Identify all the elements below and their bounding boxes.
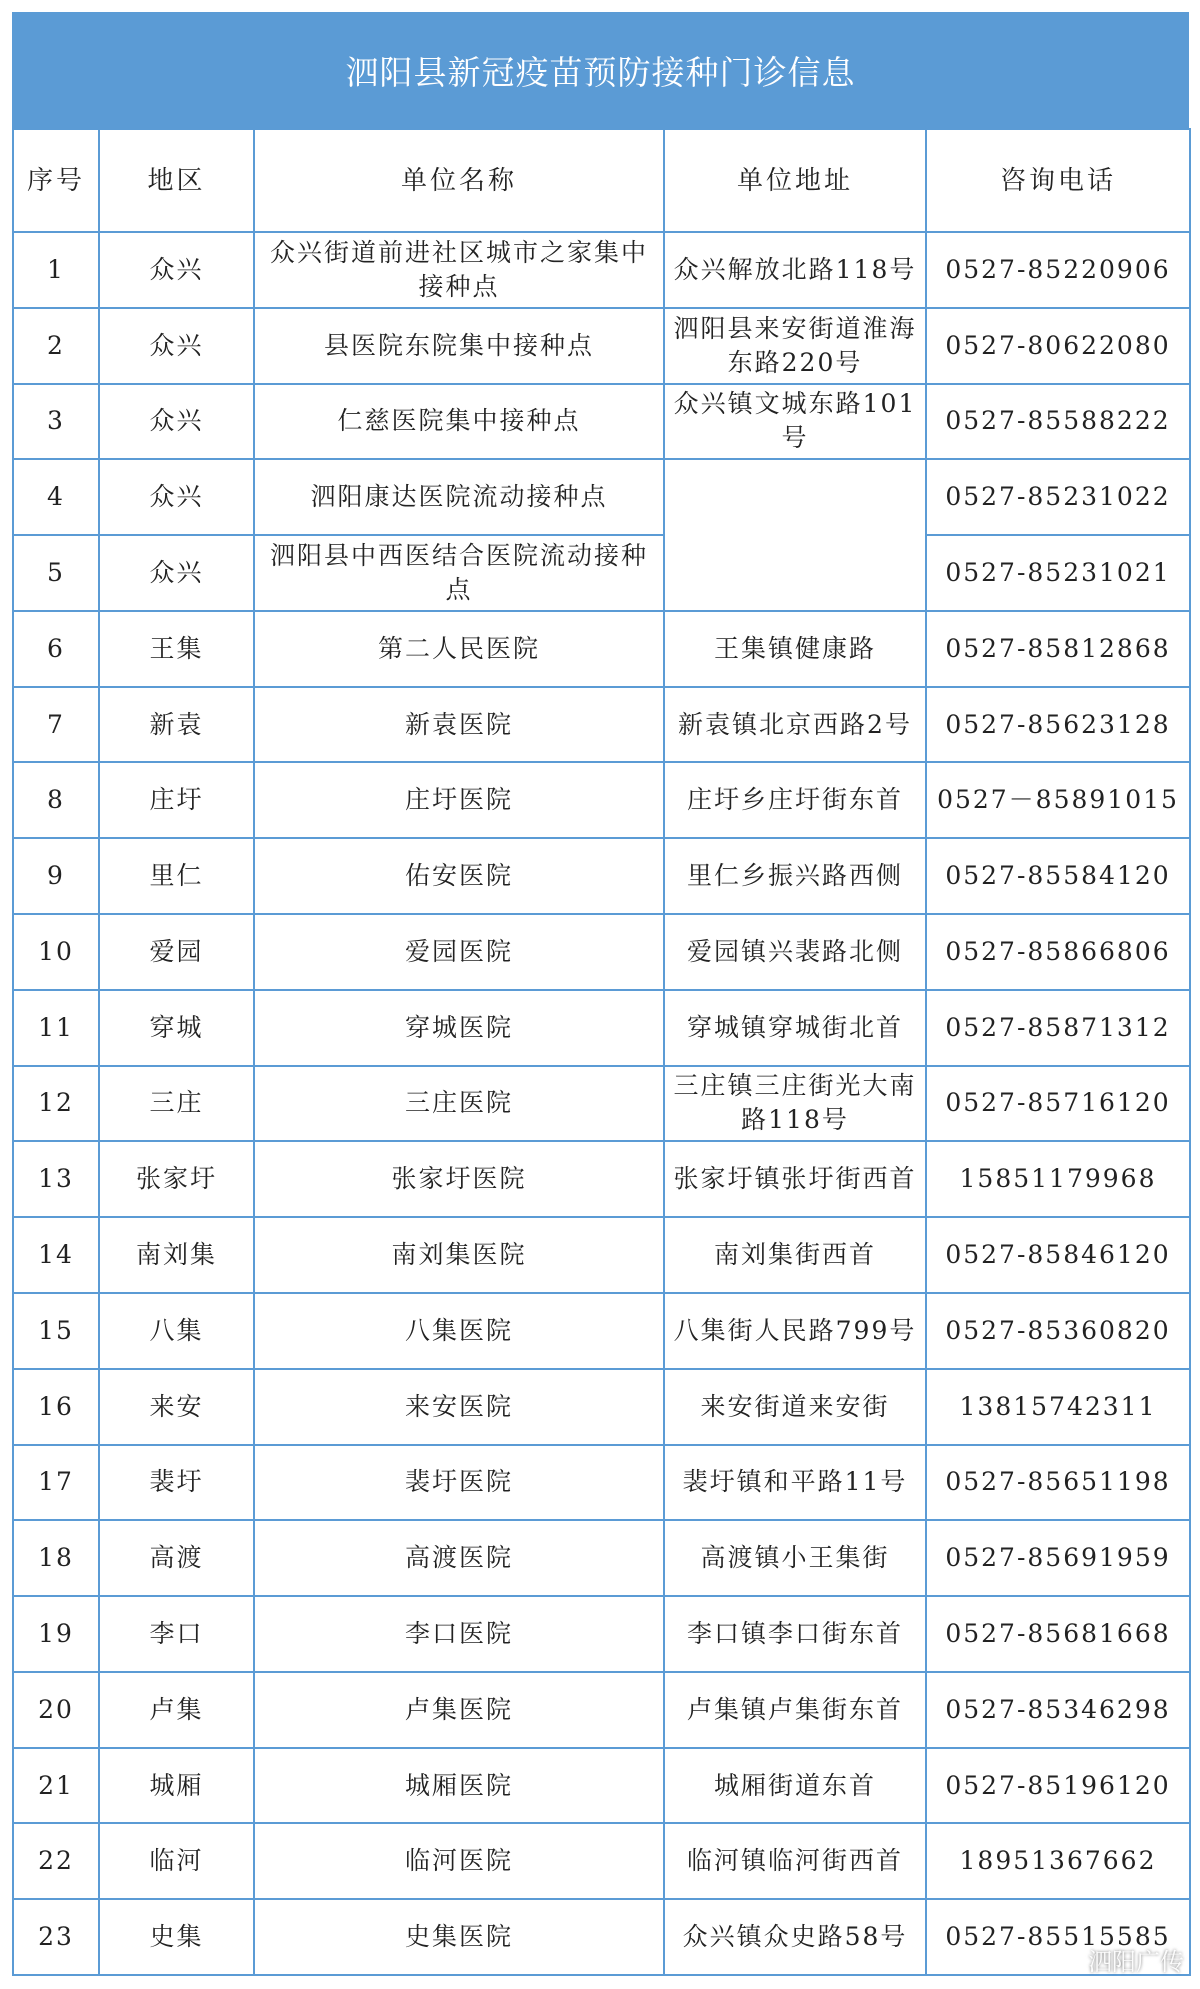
cell-phone: 0527-85196120 bbox=[926, 1748, 1190, 1824]
table-row bbox=[13, 687, 1190, 763]
cell-unit-name: 城厢医院 bbox=[254, 1748, 664, 1824]
header-phone: 咨询电话 bbox=[926, 129, 1190, 232]
cell-phone: 0527-85871312 bbox=[926, 990, 1190, 1066]
cell-unit-address: 庄圩乡庄圩街东首 bbox=[664, 762, 926, 838]
cell-unit-name: 仁慈医院集中接种点 bbox=[254, 384, 664, 460]
cell-unit-name: 县医院东院集中接种点 bbox=[254, 308, 664, 384]
cell-no: 16 bbox=[13, 1369, 99, 1445]
cell-region: 高渡 bbox=[99, 1520, 254, 1596]
cell-unit-address: 张家圩镇张圩街西首 bbox=[664, 1141, 926, 1217]
cell-phone: 0527-85623128 bbox=[926, 687, 1190, 763]
cell-region: 城厢 bbox=[99, 1748, 254, 1824]
table-row bbox=[13, 1823, 1190, 1899]
table-row bbox=[13, 1672, 1190, 1748]
table-row bbox=[13, 1899, 1190, 1975]
table-row bbox=[13, 459, 1190, 535]
cell-no: 12 bbox=[13, 1066, 99, 1142]
cell-no: 5 bbox=[13, 535, 99, 611]
cell-unit-name: 爱园医院 bbox=[254, 914, 664, 990]
clinic-table bbox=[12, 128, 1191, 1976]
cell-no: 2 bbox=[13, 308, 99, 384]
cell-unit-name: 第二人民医院 bbox=[254, 611, 664, 687]
cell-no: 9 bbox=[13, 838, 99, 914]
cell-region: 众兴 bbox=[99, 232, 254, 308]
table-row bbox=[13, 535, 1190, 611]
cell-unit-name: 佑安医院 bbox=[254, 838, 664, 914]
cell-phone: 15851179968 bbox=[926, 1141, 1190, 1217]
cell-phone: 0527-85846120 bbox=[926, 1217, 1190, 1293]
cell-phone: 0527-85515585 bbox=[926, 1899, 1190, 1975]
header-region: 地区 bbox=[99, 129, 254, 232]
cell-no: 3 bbox=[13, 384, 99, 460]
cell-unit-name: 众兴街道前进社区城市之家集中接种点 bbox=[254, 232, 664, 308]
cell-unit-name: 高渡医院 bbox=[254, 1520, 664, 1596]
cell-phone: 0527-85360820 bbox=[926, 1293, 1190, 1369]
cell-unit-address: 爱园镇兴裴路北侧 bbox=[664, 914, 926, 990]
cell-region: 众兴 bbox=[99, 308, 254, 384]
header-unit-name: 单位名称 bbox=[254, 129, 664, 232]
cell-no: 18 bbox=[13, 1520, 99, 1596]
cell-phone: 0527-85866806 bbox=[926, 914, 1190, 990]
cell-region: 史集 bbox=[99, 1899, 254, 1975]
table-row bbox=[13, 1596, 1190, 1672]
cell-unit-name: 裴圩医院 bbox=[254, 1445, 664, 1521]
cell-unit-name: 泗阳县中西医结合医院流动接种点 bbox=[254, 535, 664, 611]
cell-phone: 0527-85346298 bbox=[926, 1672, 1190, 1748]
cell-no: 6 bbox=[13, 611, 99, 687]
cell-phone: 0527-85691959 bbox=[926, 1520, 1190, 1596]
table-row bbox=[13, 1445, 1190, 1521]
cell-no: 14 bbox=[13, 1217, 99, 1293]
cell-unit-address: 裴圩镇和平路11号 bbox=[664, 1445, 926, 1521]
cell-unit-address bbox=[664, 459, 926, 611]
cell-unit-name: 卢集医院 bbox=[254, 1672, 664, 1748]
cell-unit-address: 来安街道来安街 bbox=[664, 1369, 926, 1445]
table-row bbox=[13, 1141, 1190, 1217]
table-title-bar bbox=[12, 12, 1189, 128]
cell-unit-address: 八集街人民路799号 bbox=[664, 1293, 926, 1369]
cell-unit-address: 三庄镇三庄街光大南路118号 bbox=[664, 1066, 926, 1142]
cell-unit-address: 李口镇李口街东首 bbox=[664, 1596, 926, 1672]
cell-region: 三庄 bbox=[99, 1066, 254, 1142]
cell-unit-address: 临河镇临河街西首 bbox=[664, 1823, 926, 1899]
table-row bbox=[13, 1369, 1190, 1445]
table-header-row bbox=[13, 129, 1190, 232]
cell-region: 南刘集 bbox=[99, 1217, 254, 1293]
cell-unit-name: 史集医院 bbox=[254, 1899, 664, 1975]
table-row bbox=[13, 1520, 1190, 1596]
table-row bbox=[13, 1293, 1190, 1369]
cell-phone: 0527-85651198 bbox=[926, 1445, 1190, 1521]
cell-no: 10 bbox=[13, 914, 99, 990]
cell-unit-name: 三庄医院 bbox=[254, 1066, 664, 1142]
cell-no: 22 bbox=[13, 1823, 99, 1899]
cell-region: 张家圩 bbox=[99, 1141, 254, 1217]
cell-unit-address: 南刘集街西首 bbox=[664, 1217, 926, 1293]
cell-unit-address: 泗阳县来安街道淮海东路220号 bbox=[664, 308, 926, 384]
cell-no: 20 bbox=[13, 1672, 99, 1748]
cell-unit-name: 临河医院 bbox=[254, 1823, 664, 1899]
table-row bbox=[13, 1066, 1190, 1142]
cell-region: 庄圩 bbox=[99, 762, 254, 838]
cell-region: 王集 bbox=[99, 611, 254, 687]
cell-unit-address: 众兴解放北路118号 bbox=[664, 232, 926, 308]
table-row bbox=[13, 838, 1190, 914]
cell-unit-name: 泗阳康达医院流动接种点 bbox=[254, 459, 664, 535]
cell-region: 穿城 bbox=[99, 990, 254, 1066]
cell-unit-name: 李口医院 bbox=[254, 1596, 664, 1672]
cell-unit-name: 穿城医院 bbox=[254, 990, 664, 1066]
cell-phone: 0527-85588222 bbox=[926, 384, 1190, 460]
table-row bbox=[13, 1748, 1190, 1824]
cell-region: 众兴 bbox=[99, 535, 254, 611]
cell-phone: 0527-85231021 bbox=[926, 535, 1190, 611]
cell-region: 众兴 bbox=[99, 384, 254, 460]
cell-phone: 18951367662 bbox=[926, 1823, 1190, 1899]
cell-unit-address: 城厢街道东首 bbox=[664, 1748, 926, 1824]
cell-unit-address: 众兴镇文城东路101号 bbox=[664, 384, 926, 460]
cell-region: 李口 bbox=[99, 1596, 254, 1672]
table-row bbox=[13, 990, 1190, 1066]
watermark bbox=[1050, 1942, 1184, 1977]
cell-unit-name: 来安医院 bbox=[254, 1369, 664, 1445]
watermark-text: 泗阳广传 bbox=[1088, 1948, 1184, 1976]
header-unit-address: 单位地址 bbox=[664, 129, 926, 232]
cell-no: 13 bbox=[13, 1141, 99, 1217]
cell-unit-address: 穿城镇穿城街北首 bbox=[664, 990, 926, 1066]
cell-phone: 0527-85812868 bbox=[926, 611, 1190, 687]
cell-region: 众兴 bbox=[99, 459, 254, 535]
cell-no: 8 bbox=[13, 762, 99, 838]
cell-unit-name: 新袁医院 bbox=[254, 687, 664, 763]
cell-region: 临河 bbox=[99, 1823, 254, 1899]
cell-phone: 0527－85891015 bbox=[926, 762, 1190, 838]
cell-region: 新袁 bbox=[99, 687, 254, 763]
cell-phone: 13815742311 bbox=[926, 1369, 1190, 1445]
cell-unit-address: 新袁镇北京西路2号 bbox=[664, 687, 926, 763]
cell-no: 21 bbox=[13, 1748, 99, 1824]
table-row bbox=[13, 611, 1190, 687]
header-no: 序号 bbox=[13, 129, 99, 232]
cell-phone: 0527-85220906 bbox=[926, 232, 1190, 308]
cell-region: 爱园 bbox=[99, 914, 254, 990]
cell-region: 卢集 bbox=[99, 1672, 254, 1748]
cell-region: 来安 bbox=[99, 1369, 254, 1445]
cell-region: 里仁 bbox=[99, 838, 254, 914]
cell-unit-name: 南刘集医院 bbox=[254, 1217, 664, 1293]
cell-region: 裴圩 bbox=[99, 1445, 254, 1521]
cell-no: 23 bbox=[13, 1899, 99, 1975]
cell-unit-name: 张家圩医院 bbox=[254, 1141, 664, 1217]
cell-no: 19 bbox=[13, 1596, 99, 1672]
cell-no: 4 bbox=[13, 459, 99, 535]
table-row bbox=[13, 1217, 1190, 1293]
table-row bbox=[13, 914, 1190, 990]
table-row bbox=[13, 232, 1190, 308]
cell-no: 17 bbox=[13, 1445, 99, 1521]
wechat-icon bbox=[1050, 1948, 1080, 1972]
table-row bbox=[13, 308, 1190, 384]
table-row bbox=[13, 384, 1190, 460]
page-title: 泗阳县新冠疫苗预防接种门诊信息 bbox=[345, 52, 856, 92]
cell-unit-address: 卢集镇卢集街东首 bbox=[664, 1672, 926, 1748]
cell-phone: 0527-80622080 bbox=[926, 308, 1190, 384]
cell-phone: 0527-85231022 bbox=[926, 459, 1190, 535]
cell-unit-address: 众兴镇众史路58号 bbox=[664, 1899, 926, 1975]
cell-unit-address: 里仁乡振兴路西侧 bbox=[664, 838, 926, 914]
cell-unit-address: 高渡镇小王集街 bbox=[664, 1520, 926, 1596]
cell-phone: 0527-85584120 bbox=[926, 838, 1190, 914]
cell-no: 15 bbox=[13, 1293, 99, 1369]
cell-unit-name: 八集医院 bbox=[254, 1293, 664, 1369]
cell-no: 7 bbox=[13, 687, 99, 763]
cell-no: 11 bbox=[13, 990, 99, 1066]
cell-unit-address: 王集镇健康路 bbox=[664, 611, 926, 687]
table-body bbox=[13, 232, 1190, 1975]
cell-phone: 0527-85681668 bbox=[926, 1596, 1190, 1672]
table-row bbox=[13, 762, 1190, 838]
cell-no: 1 bbox=[13, 232, 99, 308]
cell-region: 八集 bbox=[99, 1293, 254, 1369]
cell-unit-name: 庄圩医院 bbox=[254, 762, 664, 838]
cell-phone: 0527-85716120 bbox=[926, 1066, 1190, 1142]
